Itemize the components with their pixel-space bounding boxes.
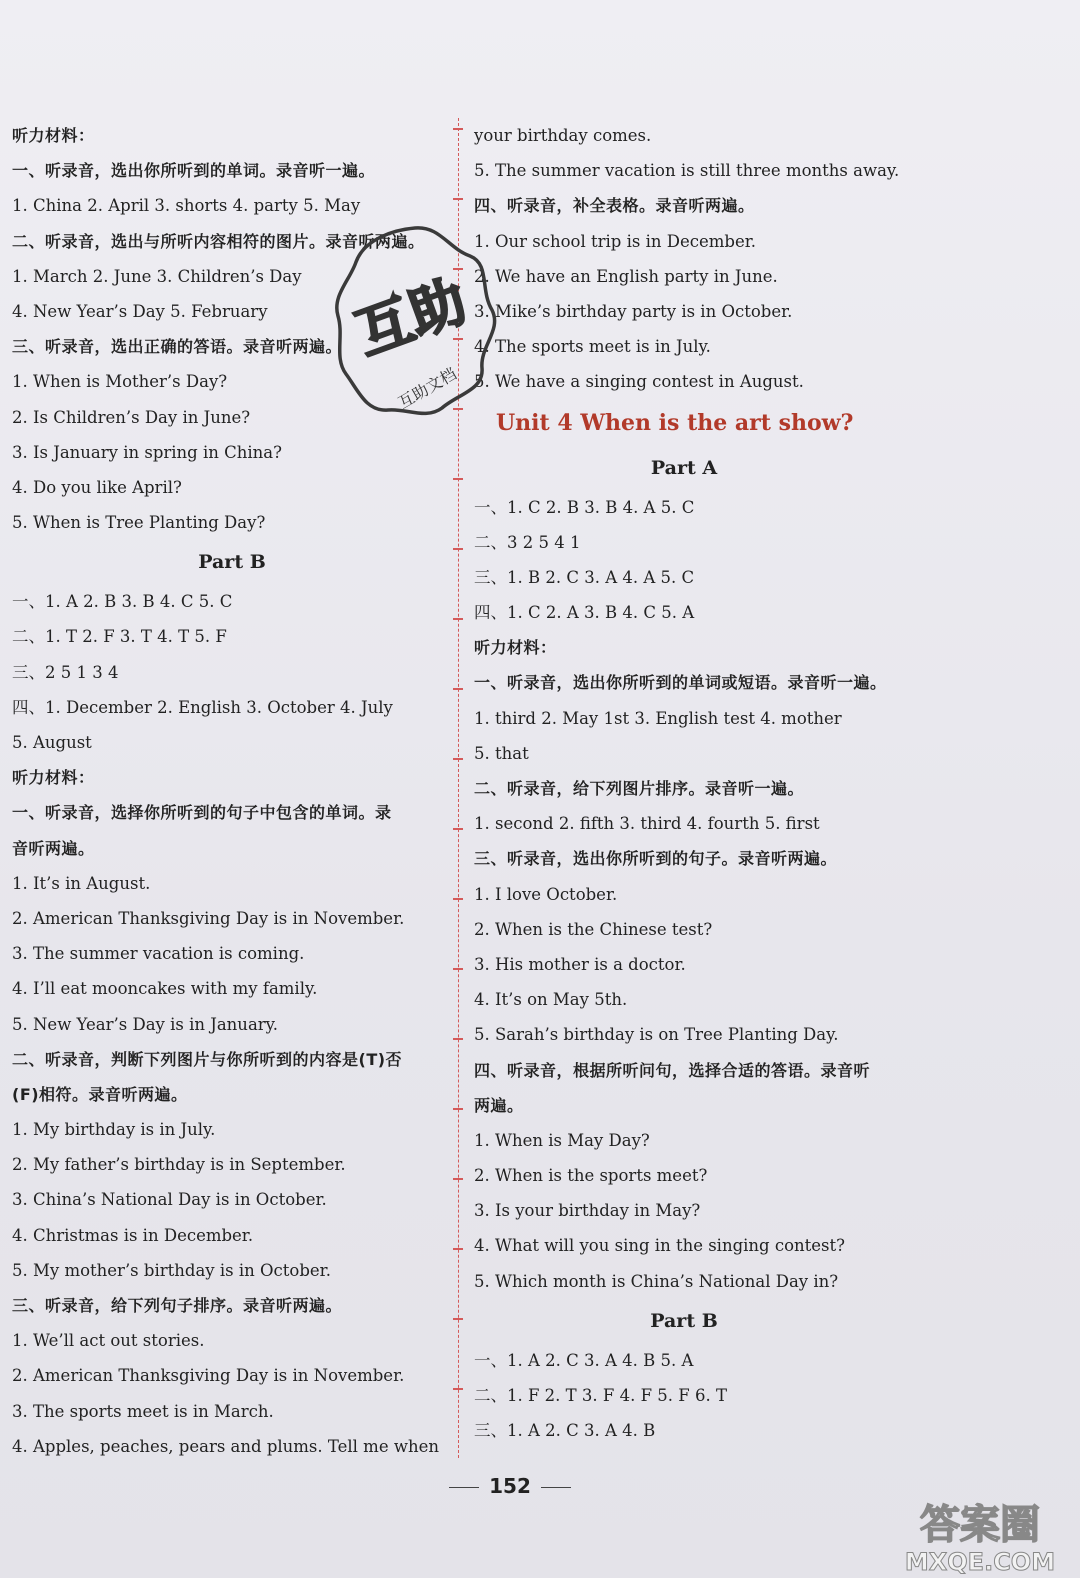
text-line: 2. American Thanksgiving Day is in November. [12, 908, 405, 928]
text-line: 2. My father’s birthday is in September. [12, 1155, 346, 1175]
divider-tick [453, 128, 463, 130]
text-line: 四、听录音，补全表格。录音听两遍。 [474, 196, 755, 216]
svg-text:答案圈: 答案圈 [920, 1502, 1040, 1548]
text-line: 1. third 2. May 1st 3. English test 4. mother [474, 708, 842, 728]
divider-tick [453, 898, 463, 900]
text-line: 听力材料： [12, 126, 95, 145]
text-line: 二、听录音，判断下列图片与你所听到的内容是(T)否 [12, 1049, 403, 1069]
text-line: 4. What will you sing in the singing contest? [474, 1236, 845, 1256]
text-line: 4. New Year’s Day 5. February [12, 301, 268, 321]
divider-tick [453, 1248, 463, 1250]
text-line: 1. I love October. [474, 884, 618, 904]
svg-text:互助: 互助 [347, 268, 476, 368]
text-line: 二、听录音，选出与所听内容相符的图片。录音听两遍。 [12, 231, 425, 251]
text-line: 5. We have a singing contest in August. [474, 372, 804, 392]
text-line: 5. New Year’s Day is in January. [12, 1014, 279, 1034]
text-line: 5. that [474, 743, 529, 763]
text-line: 2. American Thanksgiving Day is in November. [12, 1366, 405, 1386]
text-line: 三、2 5 1 3 4 [12, 662, 119, 682]
text-line: 二、1. T 2. F 3. T 4. T 5. F [12, 627, 227, 647]
section-heading: Part B [650, 1309, 718, 1332]
text-line: 4. Do you like April? [12, 477, 182, 497]
text-line: 一、听录音，选择你所听到的句子中包含的单词。录 [12, 803, 392, 823]
text-line: 一、听录音，选出你所听到的单词。录音听一遍。 [12, 161, 376, 181]
divider-tick [453, 758, 463, 760]
text-line: 两遍。 [474, 1095, 524, 1115]
text-line: 5. The summer vacation is still three months away. [474, 161, 900, 181]
divider-tick [453, 198, 463, 200]
text-line: 三、1. A 2. C 3. A 4. B [474, 1421, 656, 1441]
section-heading: Part A [650, 456, 718, 479]
text-line: 1. When is May Day? [474, 1130, 650, 1150]
text-line: 3. The summer vacation is coming. [12, 944, 305, 964]
text-line: 1. second 2. fifth 3. third 4. fourth 5. first [474, 814, 820, 834]
text-line: 二、3 2 5 4 1 [474, 532, 581, 552]
text-line: 二、听录音，给下列图片排序。录音听一遍。 [474, 779, 805, 798]
svg-text:MXQE.COM: MXQE.COM [904, 1548, 1056, 1576]
divider-tick [453, 1318, 463, 1320]
divider-tick [453, 828, 463, 830]
text-line: 三、听录音，选出你所听到的句子。录音听两遍。 [474, 849, 838, 869]
text-line: 2. We have an English party in June. [474, 266, 778, 286]
text-line: 2. When is the Chinese test? [474, 919, 713, 939]
divider-tick [453, 478, 463, 480]
text-line: 1. My birthday is in July. [12, 1120, 216, 1140]
divider-tick [453, 618, 463, 620]
watermark-logo [885, 1490, 1075, 1578]
text-line: 1. Our school trip is in December. [474, 231, 757, 251]
text-line: 1. China 2. April 3. shorts 4. party 5. May [12, 196, 361, 216]
page-number: 152 [420, 1474, 600, 1498]
unit-title: Unit 4 When is the art show? [496, 409, 854, 436]
text-line: 5. Which month is China’s National Day in? [474, 1271, 839, 1291]
text-line: 3. His mother is a doctor. [474, 954, 686, 974]
divider-tick [453, 1388, 463, 1390]
text-line: 3. Is January in spring in China? [12, 442, 282, 462]
text-line: 3. The sports meet is in March. [12, 1401, 274, 1421]
section-heading: Part B [198, 551, 266, 574]
text-line: 3. Mike’s birthday party is in October. [474, 301, 793, 321]
text-line: 听力材料： [474, 638, 557, 658]
text-line: 2. When is the sports meet? [474, 1166, 708, 1186]
stamp-seal [330, 218, 500, 418]
text-line: 4. Apples, peaches, pears and plums. Tell me when [12, 1436, 439, 1456]
text-line: 4. It’s on May 5th. [474, 990, 628, 1010]
text-line: 四、1. December 2. English 3. October 4. July [12, 697, 393, 717]
text-line: 三、听录音，选出正确的答语。录音听两遍。 [12, 337, 343, 357]
text-line: 听力材料： [12, 768, 95, 788]
text-line: 音听两遍。 [12, 838, 95, 858]
text-line: 1. March 2. June 3. Children’s Day [12, 266, 302, 286]
divider-tick [453, 1038, 463, 1040]
text-line: 一、听录音，选出你所听到的单词或短语。录音听一遍。 [474, 673, 887, 693]
text-line: 1. It’s in August. [12, 873, 151, 893]
text-line: 5. August [12, 733, 92, 752]
text-line: 2. Is Children’s Day in June? [12, 407, 251, 427]
text-line: 二、1. F 2. T 3. F 4. F 5. F 6. T [474, 1386, 727, 1405]
text-line: 一、1. A 2. C 3. A 4. B 5. A [474, 1350, 694, 1370]
text-line: 三、听录音，给下列句子排序。录音听两遍。 [12, 1296, 343, 1315]
text-line: 5. Sarah’s birthday is on Tree Planting Day. [474, 1025, 839, 1045]
text-line: 5. When is Tree Planting Day? [12, 513, 266, 533]
text-line: 4. Christmas is in December. [12, 1225, 254, 1245]
text-line: 一、1. A 2. B 3. B 4. C 5. C [12, 592, 233, 612]
divider-tick [453, 968, 463, 970]
divider-tick [453, 688, 463, 690]
text-line: 四、听录音，根据所听问句，选择合适的答语。录音听 [474, 1060, 871, 1080]
text-line: 一、1. C 2. B 3. B 4. A 5. C [474, 497, 695, 517]
text-line: 四、1. C 2. A 3. B 4. C 5. A [474, 603, 695, 623]
text-line: (F)相符。录音听两遍。 [12, 1084, 188, 1104]
text-line: 三、1. B 2. C 3. A 4. A 5. C [474, 567, 695, 587]
text-line: 4. I’ll eat mooncakes with my family. [12, 979, 318, 999]
text-line: 5. My mother’s birthday is in October. [12, 1260, 331, 1280]
text-line: 1. When is Mother’s Day? [12, 372, 228, 392]
text-line: 1. We’ll act out stories. [12, 1331, 205, 1351]
svg-text:互助文档: 互助文档 [394, 364, 460, 413]
divider-tick [453, 1178, 463, 1180]
text-line: 3. China’s National Day is in October. [12, 1190, 327, 1210]
divider-tick [453, 1108, 463, 1110]
right-column [474, 118, 900, 1448]
divider-tick [453, 548, 463, 550]
text-line: your birthday comes. [474, 126, 652, 145]
text-line: 3. Is your birthday in May? [474, 1201, 701, 1221]
text-line: 4. The sports meet is in July. [474, 337, 711, 357]
